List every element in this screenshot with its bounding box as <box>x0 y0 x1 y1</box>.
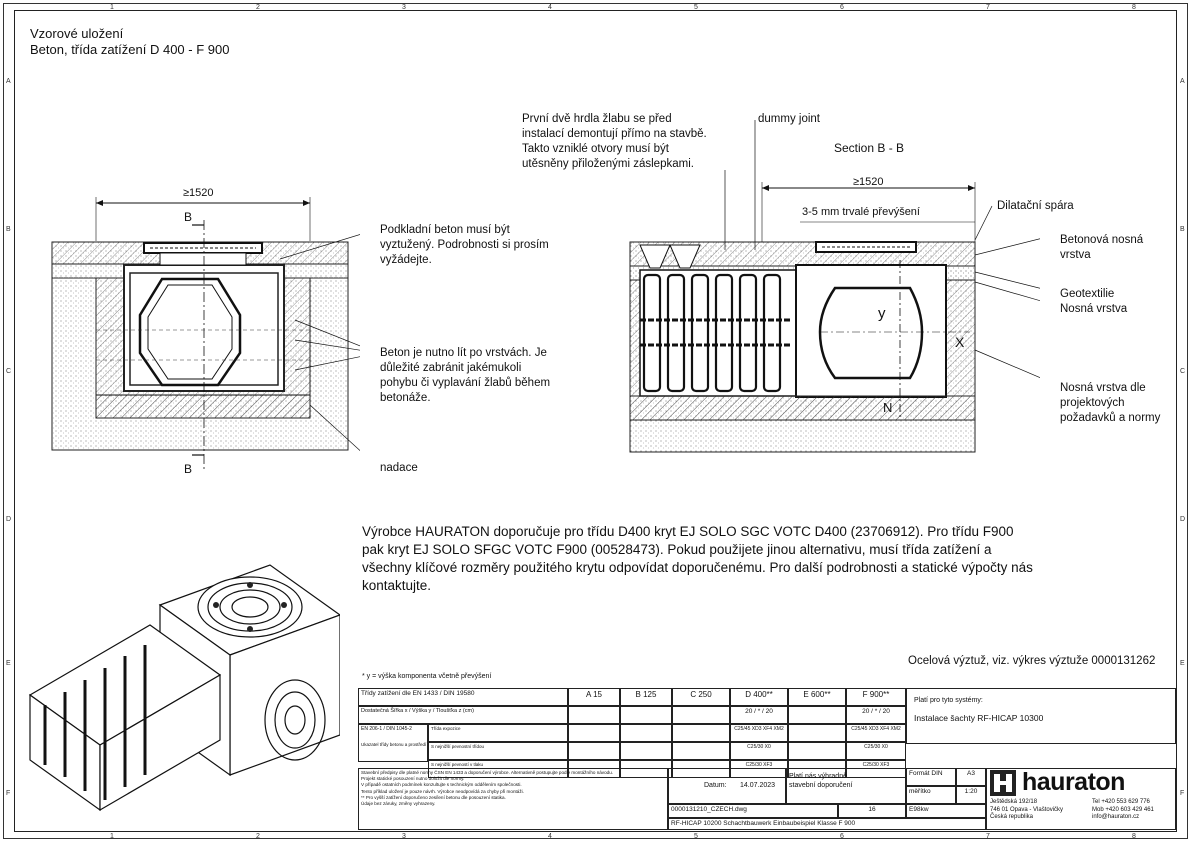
row-sub-label: Třída expozice <box>428 724 568 742</box>
label-betonova-line: Betonová nosná <box>1060 234 1144 246</box>
row-sub-cell: C25/30 XF3 <box>730 760 788 778</box>
row-concrete-cell <box>672 706 730 724</box>
axis-label-y: y <box>878 305 886 322</box>
grid-column-label: 8 <box>1132 833 1136 840</box>
right-dim-width: ≥1520 <box>853 176 884 188</box>
title-line-2: Beton, třída zatížení D 400 - F 900 <box>30 42 230 57</box>
note-layers-line: pohybu či vyplavání žlabů během <box>380 377 551 389</box>
address-line: 746 01 Opava - Vlaštovičky <box>990 806 1064 813</box>
valid-note-line: stavební doporučení <box>789 782 853 789</box>
note-layers <box>380 346 550 406</box>
note-line: Tento příklad uložení je pouze návrh. Výrobce neodpovídá za chyby při montáži. <box>361 788 524 794</box>
row-sub-cell <box>672 742 730 760</box>
recommendation-line: kontaktujte. <box>362 578 432 593</box>
hauraton-logo <box>990 770 1160 796</box>
date-value: 14.07.2023 <box>740 782 776 789</box>
valid-note-line: Platí nás výhradně <box>789 773 847 780</box>
note-first-two-line: utěsněny přiloženými záslepkami. <box>522 158 694 170</box>
label-geotextilie: Geotextilie <box>1060 288 1115 300</box>
recommendation-text <box>362 523 1033 595</box>
note-layers-line: betonáže. <box>380 392 431 404</box>
label-nosna-dle-line: Nosná vrstva dle <box>1060 382 1146 394</box>
note-line: Stavební předpisy dle platné normy ČSN EN 1433 a doporučení výrobce. Alternativně postupujte podle montážního návodu. <box>361 770 614 775</box>
load-class-3: D 400** <box>730 688 788 706</box>
grid-column-label: 4 <box>548 4 552 11</box>
row-sub-cell <box>672 724 730 742</box>
grid-row-label: F <box>1180 790 1185 797</box>
row-concrete-cell <box>568 706 620 724</box>
grid-column-label: 2 <box>256 4 260 11</box>
grid-row-label: D <box>6 516 12 523</box>
row-sub-cell <box>568 742 620 760</box>
grid-column-label: 1 <box>110 4 114 11</box>
contact-line: Mob +420 603 429 461 <box>1092 806 1154 813</box>
notes-block <box>358 768 668 830</box>
note-first-two-line: instalací demontují přímo na stavbě. <box>522 128 707 140</box>
note-reinforcement-line: Podkladní beton musí být <box>380 224 510 236</box>
product-3d-illustration <box>20 545 340 825</box>
recommendation-line: Výrobce HAURATON doporučuje pro třídu D400 kryt EJ SOLO SGC VOTC D400 (23706912). Pro třídu F900 <box>362 524 1014 539</box>
grid-column-label: 6 <box>840 4 844 11</box>
valid-note-cell <box>786 768 906 804</box>
note-reinforcement-line: vyztužený. Podrobnosti si prosím <box>380 239 549 251</box>
grid-row-label: B <box>1180 226 1185 233</box>
load-class-header: Třídy zatížení dle EN 1433 / DIN 19580 <box>358 688 568 706</box>
address-line: Česká republika <box>990 814 1034 820</box>
valid-for-label: Platí pro tyto systémy: <box>914 697 983 704</box>
row-sub-cell <box>788 742 846 760</box>
file-name: 0000131210_CZECH.dwg <box>668 804 838 818</box>
date-label: Datum: <box>704 782 727 789</box>
scale-label: měřítko <box>906 786 956 804</box>
file-code: E98kw <box>906 804 986 818</box>
left-cross-section <box>40 185 360 475</box>
row-sub-cell: C25/30 X0 <box>846 742 906 760</box>
grid-row-label: C <box>1180 368 1186 375</box>
grid-row-label: A <box>6 78 11 85</box>
file-number: 16 <box>838 804 906 818</box>
row-sub-cell <box>620 724 672 742</box>
label-section-bb: Section B - B <box>834 141 905 155</box>
load-class-0: A 15 <box>568 688 620 706</box>
recommendation-line: pak kryt EJ SOLO SFGC VOTC F900 (00528473). Pokud použijete jinou alternativu, musí třída zatížení a <box>362 542 992 557</box>
note-line: ** Pro vyšší zatížení doporučeno zesílení betonu dle posouzení statika. <box>361 794 506 800</box>
grid-column-label: 5 <box>694 4 698 11</box>
company-address <box>990 799 1063 822</box>
load-class-2: C 250 <box>672 688 730 706</box>
steel-note: Ocelová výztuž, viz. výkres výztuže 0000131262 <box>908 655 1156 667</box>
label-nosna: Nosná vrstva <box>1060 303 1128 315</box>
scale-value: 1:20 <box>956 786 986 804</box>
label-betonova-line: vrstva <box>1060 249 1091 261</box>
grid-row-label: B <box>6 226 11 233</box>
row-sub-cell: C25/30 X0 <box>730 742 788 760</box>
label-betonova <box>1060 233 1143 263</box>
grid-column-label: 5 <box>694 833 698 840</box>
footnote: * y = výška komponenta včetně převýšení <box>362 673 492 680</box>
load-class-5: F 900** <box>846 688 906 706</box>
row-sub-cell <box>568 724 620 742</box>
label-dilatacni: Dilatační spára <box>997 200 1074 212</box>
load-class-1: B 125 <box>620 688 672 706</box>
system-name: Instalace šachty RF-HICAP 10300 <box>914 713 1044 723</box>
left-dim-width: ≥1520 <box>183 187 214 199</box>
note-reinforcement-line: vyžádejte. <box>380 254 432 266</box>
note-reinforcement <box>380 223 549 268</box>
grid-row-label: D <box>1180 516 1186 523</box>
row-sub-cell: C25/45 XD3 XF4 XM2 <box>846 724 906 742</box>
section-mark-bottom: B <box>184 462 193 476</box>
row-sub-cell: C25/30 XF3 <box>846 760 906 778</box>
row-sub-label: S nejnižší pevnostní třídou <box>428 742 568 760</box>
grid-row-label: C <box>6 368 12 375</box>
row-sub-label: S nejnižší pevností v tlaku <box>428 760 568 778</box>
title-line-1: Vzorové uložení <box>30 26 124 41</box>
label-nosna-dle-line: požadavků a normy <box>1060 412 1161 424</box>
grid-column-label: 7 <box>986 833 990 840</box>
note-line: Údaje bez záruky, změny vyhrazeny. <box>361 801 436 807</box>
label-overlap: 3-5 mm trvalé převýšení <box>802 206 920 218</box>
grid-column-label: 1 <box>110 833 114 840</box>
address-line: Ještědská 192/18 <box>990 799 1038 805</box>
format-value: A3 <box>956 768 986 786</box>
grid-row-label: F <box>6 790 11 797</box>
grid-column-label: 3 <box>402 833 406 840</box>
grid-column-label: 6 <box>840 833 844 840</box>
row-concrete-cell <box>788 706 846 724</box>
note-first-two-joints <box>522 112 707 172</box>
note-line: Projekt statické posouzení nutno doložit dle normy. <box>361 776 465 782</box>
grid-column-label: 7 <box>986 4 990 11</box>
drawing-title <box>30 26 229 58</box>
company-name: hauraton <box>1022 768 1125 796</box>
contact-line: Tel +420 553 629 776 <box>1092 799 1150 805</box>
row-en-label: EN 206-1 / DIN 1045-2 <box>358 724 428 762</box>
note-layers-line: důležité zabránit jakémukoli <box>380 362 522 374</box>
row-sub-cell <box>788 724 846 742</box>
row-concrete-label: Dostatečná Šířka x / Výška y / Tloušťka z (cm) <box>358 706 568 724</box>
recommendation-line: všechny klíčové rozměry použitého krytu odpovídat doporučenému. Pro další podrobnosti a statické výpočty nás <box>362 560 1033 575</box>
company-contact <box>1092 799 1154 822</box>
row-concrete-cell: 20 / * / 20 <box>846 706 906 724</box>
row-en-sublabel: Ukazatel třídy betonu a prostředí <box>361 742 427 747</box>
grid-row-label: E <box>6 660 11 667</box>
axis-label-x: X <box>955 334 965 350</box>
note-line: V případě ostatních podmínek konzultujte s technickým oddělením společnosti. <box>361 782 522 788</box>
axis-label-n: N <box>883 400 893 415</box>
contact-line: info@hauraton.cz <box>1092 814 1140 820</box>
label-dummy-joint: dummy joint <box>758 113 820 125</box>
grid-row-label: E <box>1180 660 1185 667</box>
row-concrete-cell: 20 / * / 20 <box>730 706 788 724</box>
row-concrete-cell <box>620 706 672 724</box>
grid-row-label: A <box>1180 78 1185 85</box>
format-label: Formát DIN <box>906 768 956 786</box>
grid-column-label: 8 <box>1132 4 1136 11</box>
row-sub-cell <box>620 742 672 760</box>
note-first-two-line: Takto vzniklé otvory musí být <box>522 143 669 155</box>
grid-column-label: 4 <box>548 833 552 840</box>
load-class-4: E 600** <box>788 688 846 706</box>
note-first-two-line: První dvě hrdla žlabu se před <box>522 113 672 125</box>
row-sub-cell: C25/45 XD3 XF4 XM2 <box>730 724 788 742</box>
grid-column-label: 3 <box>402 4 406 11</box>
section-mark-top: B <box>184 210 193 224</box>
label-nosna-dle-line: projektových <box>1060 397 1125 409</box>
grid-column-label: 2 <box>256 833 260 840</box>
label-nosna-dle <box>1060 381 1160 426</box>
note-nadace: nadace <box>380 462 418 474</box>
note-layers-line: Beton je nutno lít po vrstvách. Je <box>380 347 547 359</box>
drawing-description: RF-HICAP 10200 Schachtbauwerk Einbaubeispiel Klasse F 900 <box>668 818 986 830</box>
